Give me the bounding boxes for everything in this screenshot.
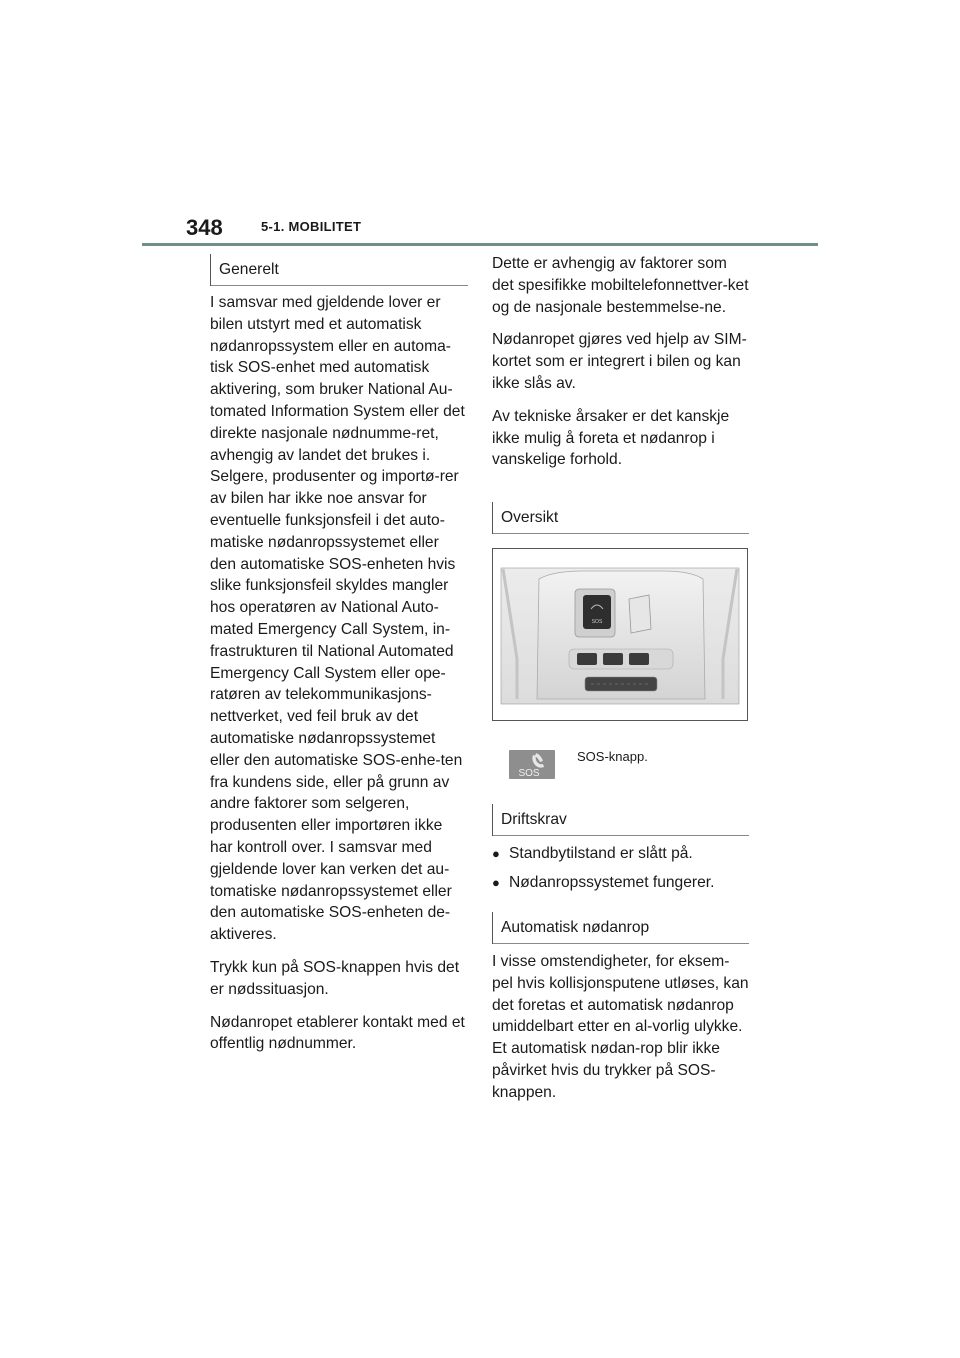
figure-sos-label: SOS bbox=[591, 619, 603, 625]
section-heading-automatisk-nodanrop: Automatisk nødanrop bbox=[492, 912, 749, 944]
sos-phone-icon bbox=[509, 750, 555, 779]
paragraph: Dette er avhengig av faktorer som det spesifikke mobiltelefonnettver-ket og de nasjonale bestemmelse-ne. bbox=[492, 255, 749, 316]
section-heading-oversikt: Oversikt bbox=[492, 502, 749, 534]
bullet-icon: ● bbox=[492, 846, 500, 861]
requirements-list bbox=[492, 843, 750, 901]
auto-call-text-block bbox=[492, 951, 750, 1115]
roof-console-illustration bbox=[493, 549, 747, 720]
left-column bbox=[210, 292, 468, 1066]
list-item-text: Nødanropssystemet fungerer. bbox=[509, 874, 715, 891]
section-heading-driftskrav: Driftskrav bbox=[492, 804, 749, 836]
paragraph: I samsvar med gjeldende lover er bilen utstyrt med et automatisk nødanropssystem eller en automa-tisk SOS-enhet med automatisk aktivering, som bruker National Au-tomated Information System eller det direkte nasjonale nødnumme-ret, avhengig av landet det brukes i. Selgere, produsenter og importø-rer av bilen har ikke noe ansvar for eventuelle funksjonsfeil i det auto-matiske nødanropssystemet eller den automatiske SOS-enheten hvis slike funksjonsfeil skyldes mangler hos operatøren av National Auto-mated Emergency Call System, in-frastrukturen til National Automated Emergency Call System eller ope-ratøren av telekommunikasjons-nettverket, ved feil bruk av det automatiske nødanropssystemet eller den automatiske SOS-enhe-ten fra kundens side, eller på grunn av andre faktorer som selgeren, produsenten eller importøren ikke har kontroll over. I samsvar med gjeldende lover kan verken det au-tomatiske nødanropssystemet eller den automatiske SOS-enheten de-aktiveres. bbox=[210, 294, 465, 944]
paragraph: Av tekniske årsaker er det kanskje ikke mulig å foreta et nødanrop i vanskelige forhold. bbox=[492, 407, 730, 469]
bullet-icon: ● bbox=[492, 875, 500, 890]
page-number: 348 bbox=[186, 215, 223, 240]
paragraph: Nødanropet gjøres ved hjelp av SIM-kortet som er integrert i bilen og kan ikke slås av. bbox=[492, 331, 747, 392]
paragraph: I visse omstendigheter, for eksem-pel hvis kollisjonsputene utløses, kan det foretas et automatisk nødanrop umiddelbart etter en al-vorlig ulykke. Et automatisk nødan-rop blir ikke påvirket hvis du trykker på SOS-knappen. bbox=[492, 953, 749, 1101]
chapter-title: 5-1. MOBILITET bbox=[261, 219, 362, 234]
paragraph: Nødanropet etablerer kontakt med et offentlig nødnummer. bbox=[210, 1013, 465, 1053]
section-heading-generelt: Generelt bbox=[210, 254, 468, 286]
right-column-intro bbox=[492, 253, 750, 482]
paragraph: Trykk kun på SOS-knappen hvis det er nødssituasjon. bbox=[210, 958, 460, 998]
roof-console-figure bbox=[492, 548, 748, 721]
list-item bbox=[492, 872, 750, 894]
list-item bbox=[492, 843, 750, 865]
header-rule bbox=[142, 243, 818, 246]
list-item-text: Standbytilstand er slått på. bbox=[509, 845, 693, 862]
sos-caption: SOS-knapp. bbox=[577, 749, 648, 764]
sos-icon-label: SOS bbox=[518, 768, 540, 779]
